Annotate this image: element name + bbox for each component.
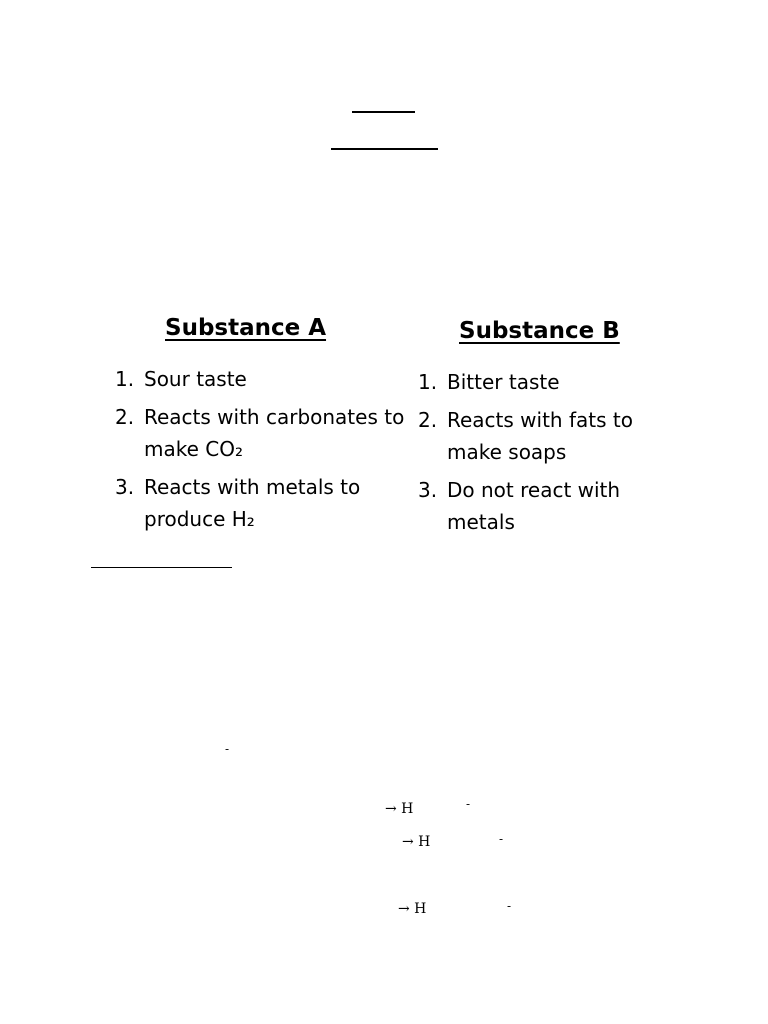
equation-fragment: → H (402, 834, 431, 850)
title-underline-short (352, 111, 415, 113)
minus-sign: - (466, 797, 471, 811)
list-text: Reacts with metals to produce H₂ (144, 475, 361, 531)
list-text: Do not react with metals (447, 478, 621, 534)
list-item (115, 363, 405, 395)
substance-a-column (115, 315, 405, 531)
list-number: 3. (115, 475, 135, 499)
substance-a-properties (115, 363, 405, 535)
list-item (418, 366, 678, 398)
list-number: 3. (418, 478, 438, 502)
list-item (418, 474, 678, 538)
substance-b-column (418, 318, 678, 534)
title-underline-long (331, 148, 438, 150)
list-text: Bitter taste (447, 370, 560, 394)
substance-a-title: Substance A (165, 315, 327, 341)
list-text: Reacts with carbonates to make CO₂ (144, 405, 405, 461)
minus-sign: - (225, 742, 230, 756)
list-number: 1. (418, 370, 438, 394)
list-number: 2. (418, 408, 438, 432)
equation-fragment: → H (398, 901, 427, 917)
list-text: Reacts with fats to make soaps (447, 408, 633, 464)
equation-fragment: → H (385, 801, 414, 817)
list-text: Sour taste (144, 367, 247, 391)
list-item (115, 401, 405, 465)
list-number: 2. (115, 405, 135, 429)
minus-sign: - (507, 899, 512, 913)
substance-b-title: Substance B (459, 318, 620, 344)
substance-b-properties (418, 366, 678, 538)
list-item (418, 404, 678, 468)
section-rule (91, 567, 232, 568)
list-number: 1. (115, 367, 135, 391)
minus-sign: - (499, 832, 504, 846)
list-item (115, 471, 405, 535)
